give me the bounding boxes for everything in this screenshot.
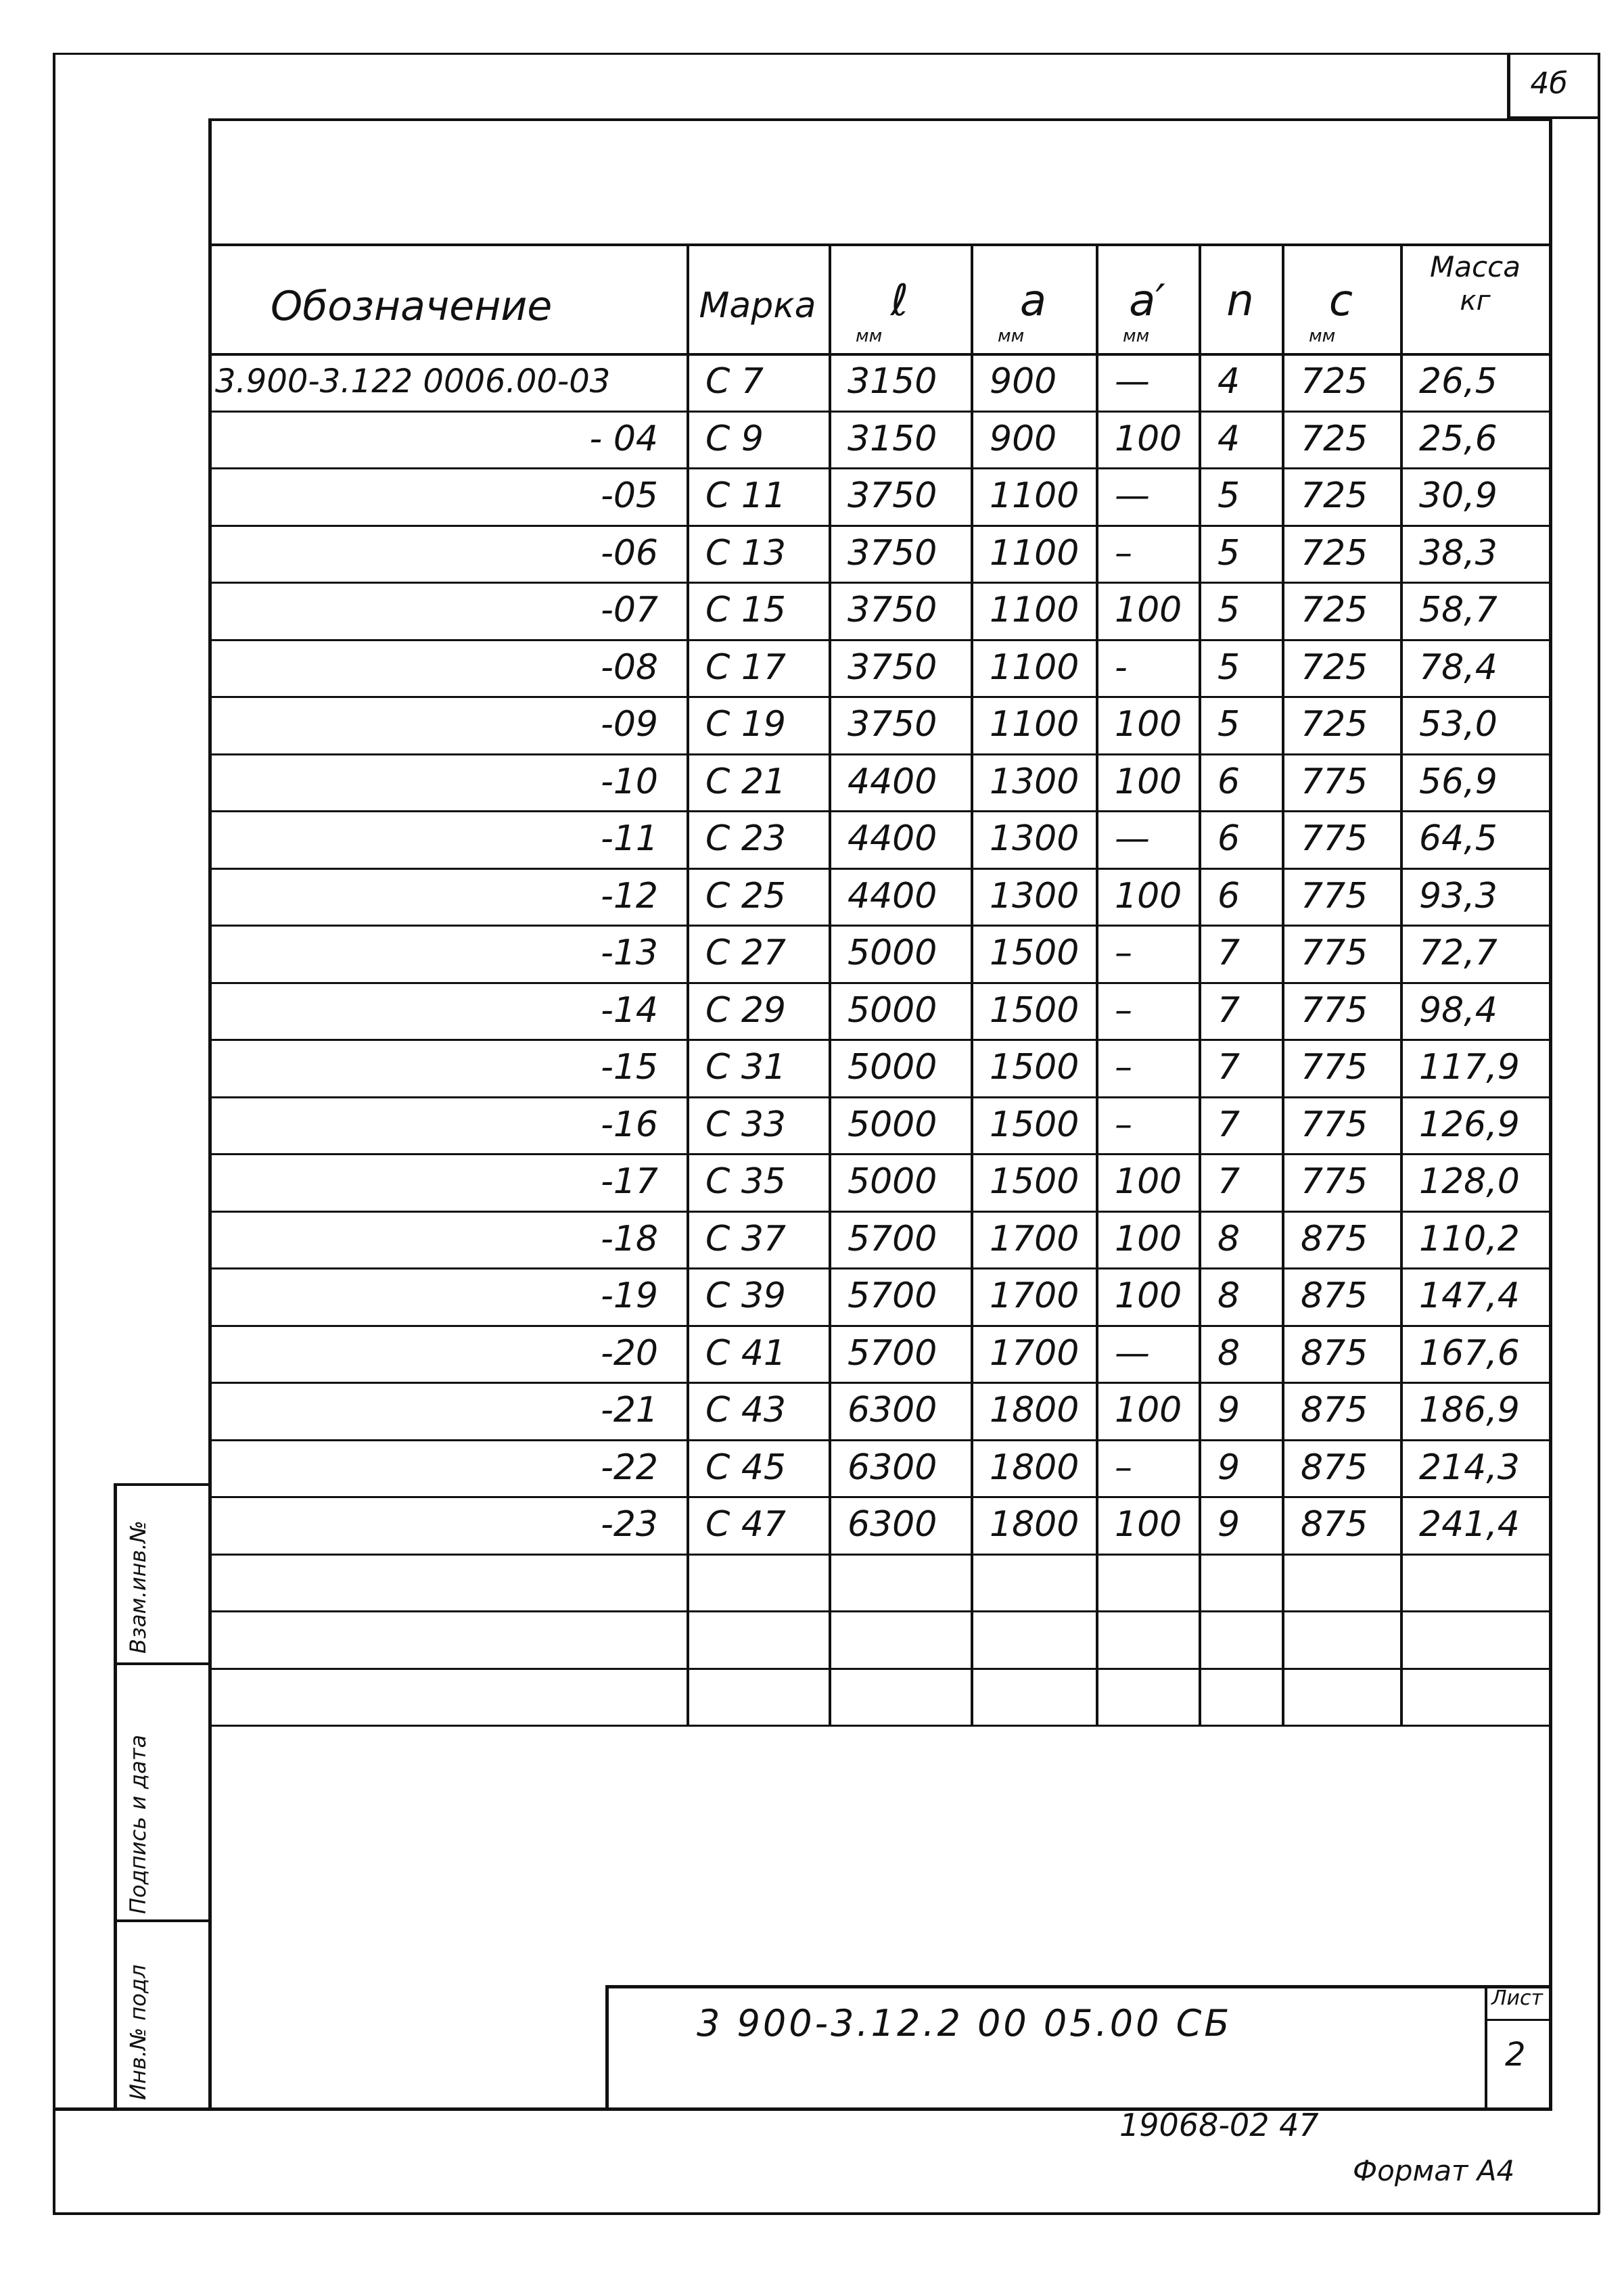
cell-a-prime: 100 xyxy=(1115,1504,1182,1545)
cell-mark: С 11 xyxy=(705,475,787,517)
header-n xyxy=(1199,243,1282,353)
table-row-rule xyxy=(211,982,1550,984)
cell-a: 1100 xyxy=(990,590,1080,631)
cell-mass: 126,9 xyxy=(1419,1104,1520,1145)
cell-n: 4 xyxy=(1217,418,1240,459)
cell-n: 8 xyxy=(1217,1218,1240,1259)
header-a-prime xyxy=(1096,243,1199,353)
cell-designation: -19 xyxy=(601,1276,658,1317)
table-row-rule xyxy=(211,1610,1550,1612)
cell-n: 5 xyxy=(1217,704,1240,745)
table-column-rule xyxy=(1199,243,1201,1725)
table-row-rule xyxy=(211,525,1550,527)
cell-c: 725 xyxy=(1301,532,1368,574)
cell-mass: 30,9 xyxy=(1419,475,1498,517)
cell-c: 875 xyxy=(1301,1390,1368,1431)
table-row-rule xyxy=(211,925,1550,927)
cell-l: 3750 xyxy=(848,704,937,745)
cell-mark: С 21 xyxy=(705,761,787,802)
side-label-swap-inv: Взам.инв.№ xyxy=(125,1520,151,1654)
cell-a-prime: — xyxy=(1115,361,1150,402)
cell-mass: 214,3 xyxy=(1419,1447,1520,1488)
header-l xyxy=(829,243,971,353)
cell-a-prime: – xyxy=(1115,532,1132,574)
cell-a: 1300 xyxy=(990,875,1080,916)
cell-mass: 26,5 xyxy=(1419,361,1498,402)
table-row-rule xyxy=(211,467,1550,469)
list-number: 2 xyxy=(1505,2036,1526,2074)
table-row-rule xyxy=(211,1668,1550,1670)
cell-mass: 72,7 xyxy=(1419,933,1498,974)
cell-a: 900 xyxy=(990,418,1057,459)
sheet-number: 4б xyxy=(1530,66,1568,101)
footer-format: Формат А4 xyxy=(1353,2154,1515,2187)
cell-a: 1700 xyxy=(990,1276,1080,1317)
table-row-rule xyxy=(211,411,1550,413)
cell-mark: С 39 xyxy=(705,1276,787,1317)
cell-l: 4400 xyxy=(848,761,937,802)
cell-designation: -09 xyxy=(601,704,658,745)
header-a-prime-unit: мм xyxy=(1123,326,1150,346)
cell-l: 3750 xyxy=(848,475,937,517)
cell-a: 1500 xyxy=(990,1104,1080,1145)
side-label-inv-orig: Инв.№ подл xyxy=(125,1964,151,2100)
cell-mass: 58,7 xyxy=(1419,590,1498,631)
cell-n: 9 xyxy=(1217,1504,1240,1545)
cell-mass: 56,9 xyxy=(1419,761,1498,802)
cell-a: 1700 xyxy=(990,1218,1080,1259)
cell-mass: 186,9 xyxy=(1419,1390,1520,1431)
cell-a-prime: - xyxy=(1115,647,1128,688)
header-l-unit: мм xyxy=(856,326,883,346)
cell-designation: -11 xyxy=(601,818,658,860)
table-row-rule xyxy=(211,696,1550,698)
cell-a: 1500 xyxy=(990,933,1080,974)
cell-a-prime: – xyxy=(1115,989,1132,1031)
cell-c: 725 xyxy=(1301,361,1368,402)
cell-designation: -06 xyxy=(601,532,658,574)
table-row-rule xyxy=(211,1325,1550,1327)
cell-a-prime: – xyxy=(1115,1104,1132,1145)
cell-a: 1100 xyxy=(990,647,1080,688)
table-header-rule xyxy=(211,353,1550,356)
cell-designation: -23 xyxy=(601,1504,658,1545)
cell-mark: С 27 xyxy=(705,933,787,974)
cell-l: 5000 xyxy=(848,1104,937,1145)
cell-a-prime: — xyxy=(1115,475,1150,517)
header-mass-label: Масса xyxy=(1430,250,1521,283)
cell-mass: 117,9 xyxy=(1419,1047,1520,1088)
cell-a-prime: — xyxy=(1115,1332,1150,1374)
cell-designation: 3.900-3.122 0006.00-03 xyxy=(215,363,611,401)
cell-l: 5700 xyxy=(848,1218,937,1259)
header-designation xyxy=(211,243,687,353)
cell-c: 775 xyxy=(1301,1104,1368,1145)
cell-designation: -18 xyxy=(601,1218,658,1259)
cell-mark: С 35 xyxy=(705,1161,787,1203)
header-a-label: a xyxy=(1019,276,1047,326)
cell-l: 6300 xyxy=(848,1504,937,1545)
cell-c: 875 xyxy=(1301,1218,1368,1259)
cell-mass: 78,4 xyxy=(1419,647,1498,688)
header-a xyxy=(971,243,1096,353)
cell-n: 7 xyxy=(1217,1047,1240,1088)
cell-mass: 38,3 xyxy=(1419,532,1498,574)
table-row-rule xyxy=(211,1153,1550,1155)
cell-mark: С 29 xyxy=(705,989,787,1031)
list-label: Лист xyxy=(1491,1986,1544,2010)
cell-n: 6 xyxy=(1217,875,1240,916)
cell-a: 1500 xyxy=(990,1161,1080,1203)
cell-designation: -13 xyxy=(601,933,658,974)
cell-l: 3150 xyxy=(848,361,937,402)
cell-l: 3150 xyxy=(848,418,937,459)
cell-mark: С 43 xyxy=(705,1390,787,1431)
table-row-rule xyxy=(211,639,1550,641)
cell-mark: С 9 xyxy=(705,418,764,459)
cell-c: 775 xyxy=(1301,761,1368,802)
table-row-rule xyxy=(211,1725,1550,1727)
cell-mark: С 37 xyxy=(705,1218,787,1259)
cell-a: 1500 xyxy=(990,1047,1080,1088)
cell-l: 5000 xyxy=(848,989,937,1031)
cell-n: 8 xyxy=(1217,1276,1240,1317)
cell-designation: -07 xyxy=(601,590,658,631)
table-row-rule xyxy=(211,868,1550,870)
footer-number: 19068-02 47 xyxy=(1119,2107,1319,2143)
cell-mark: С 15 xyxy=(705,590,787,631)
cell-l: 5000 xyxy=(848,1161,937,1203)
cell-mass: 98,4 xyxy=(1419,989,1498,1031)
cell-c: 725 xyxy=(1301,418,1368,459)
header-a-unit: мм xyxy=(998,326,1025,346)
cell-l: 4400 xyxy=(848,818,937,860)
table-row-rule xyxy=(211,1439,1550,1441)
cell-a: 1800 xyxy=(990,1504,1080,1545)
cell-mark: С 47 xyxy=(705,1504,787,1545)
table-row-rule xyxy=(211,1096,1550,1098)
side-label-sign-date: Подпись и дата xyxy=(125,1734,151,1914)
cell-c: 725 xyxy=(1301,704,1368,745)
cell-a: 1300 xyxy=(990,761,1080,802)
cell-a: 1800 xyxy=(990,1390,1080,1431)
cell-l: 6300 xyxy=(848,1390,937,1431)
table-column-rule xyxy=(971,243,973,1725)
table-column-rule xyxy=(687,243,689,1725)
cell-mass: 64,5 xyxy=(1419,818,1498,860)
cell-designation: -05 xyxy=(601,475,658,517)
header-l-label: ℓ xyxy=(890,276,909,326)
cell-n: 6 xyxy=(1217,761,1240,802)
cell-c: 775 xyxy=(1301,933,1368,974)
cell-mark: С 17 xyxy=(705,647,787,688)
cell-n: 7 xyxy=(1217,1104,1240,1145)
cell-l: 5000 xyxy=(848,1047,937,1088)
cell-n: 9 xyxy=(1217,1390,1240,1431)
cell-designation: -17 xyxy=(601,1161,658,1203)
cell-mass: 93,3 xyxy=(1419,875,1498,916)
cell-a-prime: – xyxy=(1115,1447,1132,1488)
table-row-rule xyxy=(211,810,1550,812)
cell-mass: 53,0 xyxy=(1419,704,1498,745)
table-top-rule xyxy=(211,243,1550,246)
cell-mark: С 41 xyxy=(705,1332,787,1374)
cell-n: 5 xyxy=(1217,532,1240,574)
cell-mark: С 25 xyxy=(705,875,787,916)
cell-designation: - 04 xyxy=(589,418,658,459)
table-row-rule xyxy=(211,1267,1550,1269)
cell-a: 1100 xyxy=(990,532,1080,574)
table-row-rule xyxy=(211,1496,1550,1498)
cell-n: 5 xyxy=(1217,647,1240,688)
cell-a-prime: 100 xyxy=(1115,875,1182,916)
cell-c: 875 xyxy=(1301,1447,1368,1488)
cell-mass: 110,2 xyxy=(1419,1218,1520,1259)
header-c-label: c xyxy=(1328,276,1353,326)
cell-a-prime: 100 xyxy=(1115,418,1182,459)
cell-c: 775 xyxy=(1301,1047,1368,1088)
cell-mark: С 7 xyxy=(705,361,764,402)
table-row-rule xyxy=(211,1211,1550,1213)
cell-n: 7 xyxy=(1217,989,1240,1031)
cell-n: 5 xyxy=(1217,590,1240,631)
cell-l: 3750 xyxy=(848,647,937,688)
cell-c: 775 xyxy=(1301,875,1368,916)
cell-c: 775 xyxy=(1301,1161,1368,1203)
cell-mark: С 31 xyxy=(705,1047,787,1088)
header-mark-label: Марка xyxy=(699,285,816,326)
cell-mark: С 33 xyxy=(705,1104,787,1145)
cell-a-prime: – xyxy=(1115,933,1132,974)
cell-l: 5000 xyxy=(848,933,937,974)
table-row-rule xyxy=(211,1039,1550,1041)
cell-n: 8 xyxy=(1217,1332,1240,1374)
cell-mark: С 19 xyxy=(705,704,787,745)
header-a-prime-label: a′ xyxy=(1129,276,1165,326)
cell-a: 1100 xyxy=(990,475,1080,517)
cell-designation: -15 xyxy=(601,1047,658,1088)
cell-c: 725 xyxy=(1301,647,1368,688)
cell-designation: -22 xyxy=(601,1447,658,1488)
table-row-rule xyxy=(211,1554,1550,1556)
cell-designation: -20 xyxy=(601,1332,658,1374)
cell-n: 6 xyxy=(1217,818,1240,860)
cell-mass: 147,4 xyxy=(1419,1276,1520,1317)
cell-designation: -14 xyxy=(601,989,658,1031)
table-column-rule xyxy=(1400,243,1403,1725)
table-row-rule xyxy=(211,753,1550,755)
cell-c: 875 xyxy=(1301,1504,1368,1545)
cell-n: 7 xyxy=(1217,1161,1240,1203)
cell-mass: 128,0 xyxy=(1419,1161,1520,1203)
table-column-rule xyxy=(1282,243,1284,1725)
cell-mark: С 13 xyxy=(705,532,787,574)
cell-c: 775 xyxy=(1301,989,1368,1031)
cell-a-prime: 100 xyxy=(1115,761,1182,802)
cell-c: 725 xyxy=(1301,590,1368,631)
cell-a-prime: 100 xyxy=(1115,1390,1182,1431)
cell-mark: С 45 xyxy=(705,1447,787,1488)
cell-designation: -08 xyxy=(601,647,658,688)
cell-a-prime: 100 xyxy=(1115,590,1182,631)
cell-a: 1700 xyxy=(990,1332,1080,1374)
table-column-rule xyxy=(829,243,831,1725)
cell-n: 9 xyxy=(1217,1447,1240,1488)
cell-n: 5 xyxy=(1217,475,1240,517)
cell-mark: С 23 xyxy=(705,818,787,860)
header-c xyxy=(1282,243,1400,353)
cell-l: 3750 xyxy=(848,532,937,574)
header-mass-unit: кг xyxy=(1460,285,1491,317)
cell-a: 1800 xyxy=(990,1447,1080,1488)
cell-l: 4400 xyxy=(848,875,937,916)
cell-a-prime: 100 xyxy=(1115,704,1182,745)
cell-c: 875 xyxy=(1301,1276,1368,1317)
table-column-rule xyxy=(1096,243,1098,1725)
cell-l: 3750 xyxy=(848,590,937,631)
cell-designation: -10 xyxy=(601,761,658,802)
cell-l: 5700 xyxy=(848,1276,937,1317)
table-row-rule xyxy=(211,582,1550,584)
cell-l: 6300 xyxy=(848,1447,937,1488)
cell-a-prime: – xyxy=(1115,1047,1132,1088)
cell-a: 1100 xyxy=(990,704,1080,745)
header-designation-label: Обозначение xyxy=(271,283,553,330)
cell-designation: -21 xyxy=(601,1390,658,1431)
cell-c: 775 xyxy=(1301,818,1368,860)
header-mass xyxy=(1400,243,1550,353)
header-n-label: n xyxy=(1226,276,1254,326)
cell-a-prime: 100 xyxy=(1115,1161,1182,1203)
cell-a-prime: — xyxy=(1115,818,1150,860)
cell-a-prime: 100 xyxy=(1115,1276,1182,1317)
cell-c: 875 xyxy=(1301,1332,1368,1374)
document-code: 3 900-3.12.2 00 05.00 СБ xyxy=(697,2002,1232,2045)
cell-a: 1500 xyxy=(990,989,1080,1031)
cell-mass: 25,6 xyxy=(1419,418,1498,459)
header-mark xyxy=(687,243,829,353)
cell-mass: 167,6 xyxy=(1419,1332,1520,1374)
cell-c: 725 xyxy=(1301,475,1368,517)
cell-n: 4 xyxy=(1217,361,1240,402)
cell-a: 900 xyxy=(990,361,1057,402)
table-row-rule xyxy=(211,1382,1550,1384)
cell-n: 7 xyxy=(1217,933,1240,974)
header-c-unit: мм xyxy=(1309,326,1336,346)
cell-a-prime: 100 xyxy=(1115,1218,1182,1259)
cell-a: 1300 xyxy=(990,818,1080,860)
cell-designation: -12 xyxy=(601,875,658,916)
cell-mass: 241,4 xyxy=(1419,1504,1520,1545)
cell-l: 5700 xyxy=(848,1332,937,1374)
cell-designation: -16 xyxy=(601,1104,658,1145)
